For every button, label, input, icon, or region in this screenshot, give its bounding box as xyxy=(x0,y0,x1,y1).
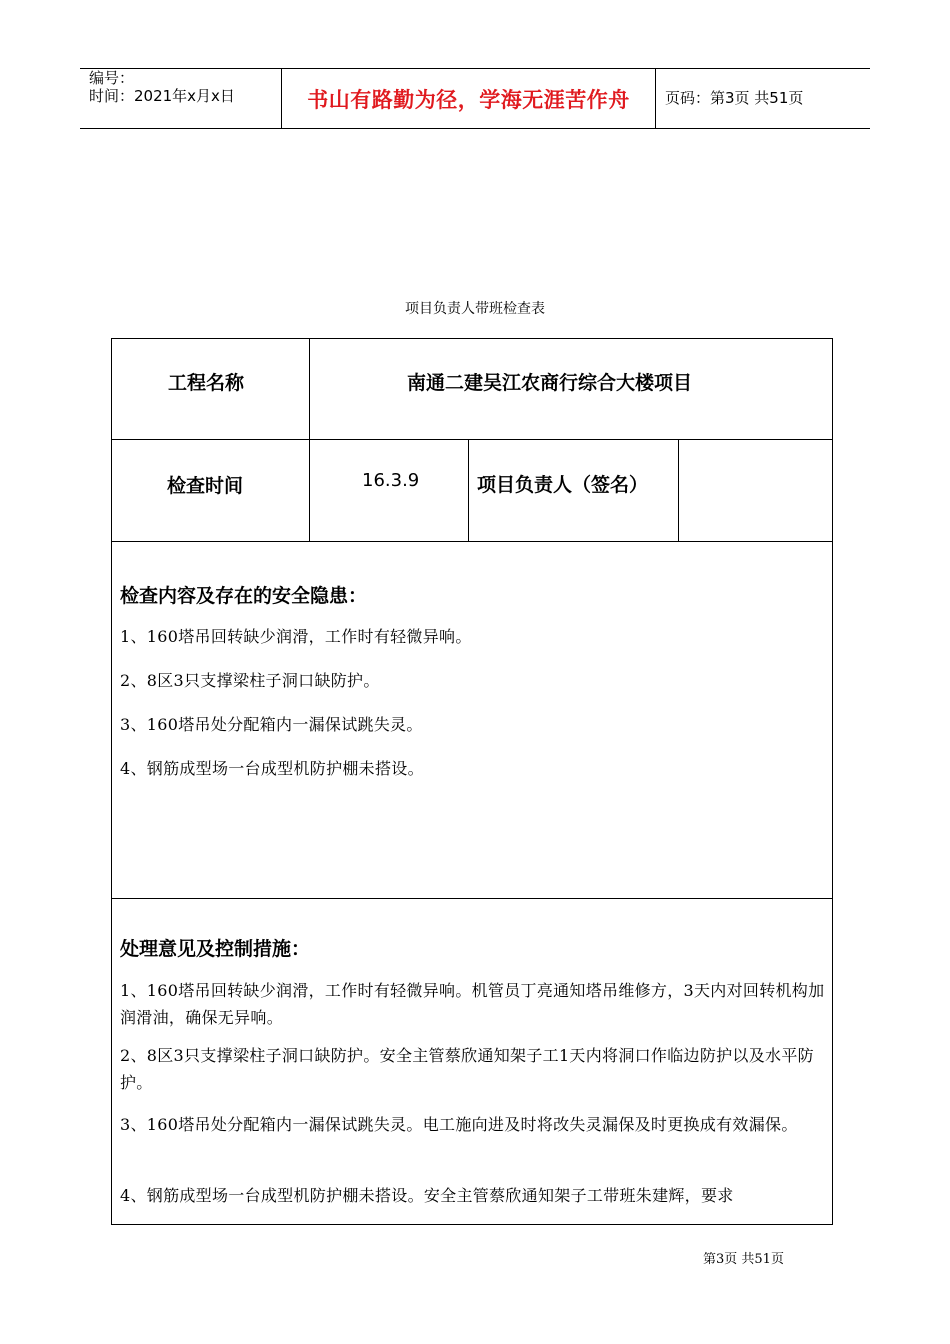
project-name-label: 工程名称 xyxy=(168,372,245,394)
hazard-item: 2、8区3只支撑梁柱子洞口缺防护。 xyxy=(120,671,380,690)
header-bottom-rule xyxy=(80,128,870,129)
hazard-item: 4、钢筋成型场一台成型机防护棚未搭设。 xyxy=(120,759,424,778)
measure-item: 4、钢筋成型场一台成型机防护棚未搭设。安全主管蔡欣通知架子工带班朱建辉，要求 xyxy=(120,1186,734,1205)
table-border-row2 xyxy=(111,541,833,542)
header-top-rule xyxy=(80,68,870,69)
table-border-right xyxy=(832,338,833,1225)
measure-item: 2、8区3只支撑梁柱子洞口缺防护。安全主管蔡欣通知架子工1天内将洞口作临边防护以及水平防护。 xyxy=(120,1046,814,1092)
measures-title: 处理意见及控制措施： xyxy=(120,938,311,960)
check-time-label: 检查时间 xyxy=(167,475,244,497)
table-divider-col2 xyxy=(468,439,469,542)
header-divider-right xyxy=(655,68,656,129)
hazard-item: 1、160塔吊回转缺少润滑，工作时有轻微异响。 xyxy=(120,627,472,646)
header-time-label: 时间：2021年x月x日 xyxy=(89,87,235,105)
manager-sign-label: 项目负责人（签名） xyxy=(477,474,649,496)
table-divider-col1 xyxy=(309,338,310,542)
hazards-title: 检查内容及存在的安全隐患： xyxy=(120,585,368,607)
table-border-row3 xyxy=(111,898,833,899)
header-page-info: 页码：第3页 共51页 xyxy=(665,89,804,107)
project-name-value: 南通二建吴江农商行综合大楼项目 xyxy=(407,372,693,394)
header-serial-label: 编号： xyxy=(89,69,135,87)
check-time-value: 16.3.9 xyxy=(362,470,420,491)
table-border-row1 xyxy=(111,439,833,440)
document-title: 项目负责人带班检查表 xyxy=(405,301,545,317)
table-border-top xyxy=(111,338,833,339)
header-motto: 书山有路勤为径，学海无涯苦作舟 xyxy=(307,88,630,112)
hazard-item: 3、160塔吊处分配箱内一漏保试跳失灵。 xyxy=(120,715,423,734)
table-border-bottom xyxy=(111,1224,833,1225)
measure-item: 1、160塔吊回转缺少润滑，工作时有轻微异响。机管员丁亮通知塔吊维修方，3天内对回转机构加润滑油，确保无异响。 xyxy=(120,981,825,1027)
measure-item: 3、160塔吊处分配箱内一漏保试跳失灵。电工施向进及时将改失灵漏保及时更换成有效漏保。 xyxy=(120,1115,798,1134)
table-divider-col3 xyxy=(678,439,679,542)
table-border-left xyxy=(111,338,112,1225)
footer-page-number: 第3页 共51页 xyxy=(703,1252,784,1267)
